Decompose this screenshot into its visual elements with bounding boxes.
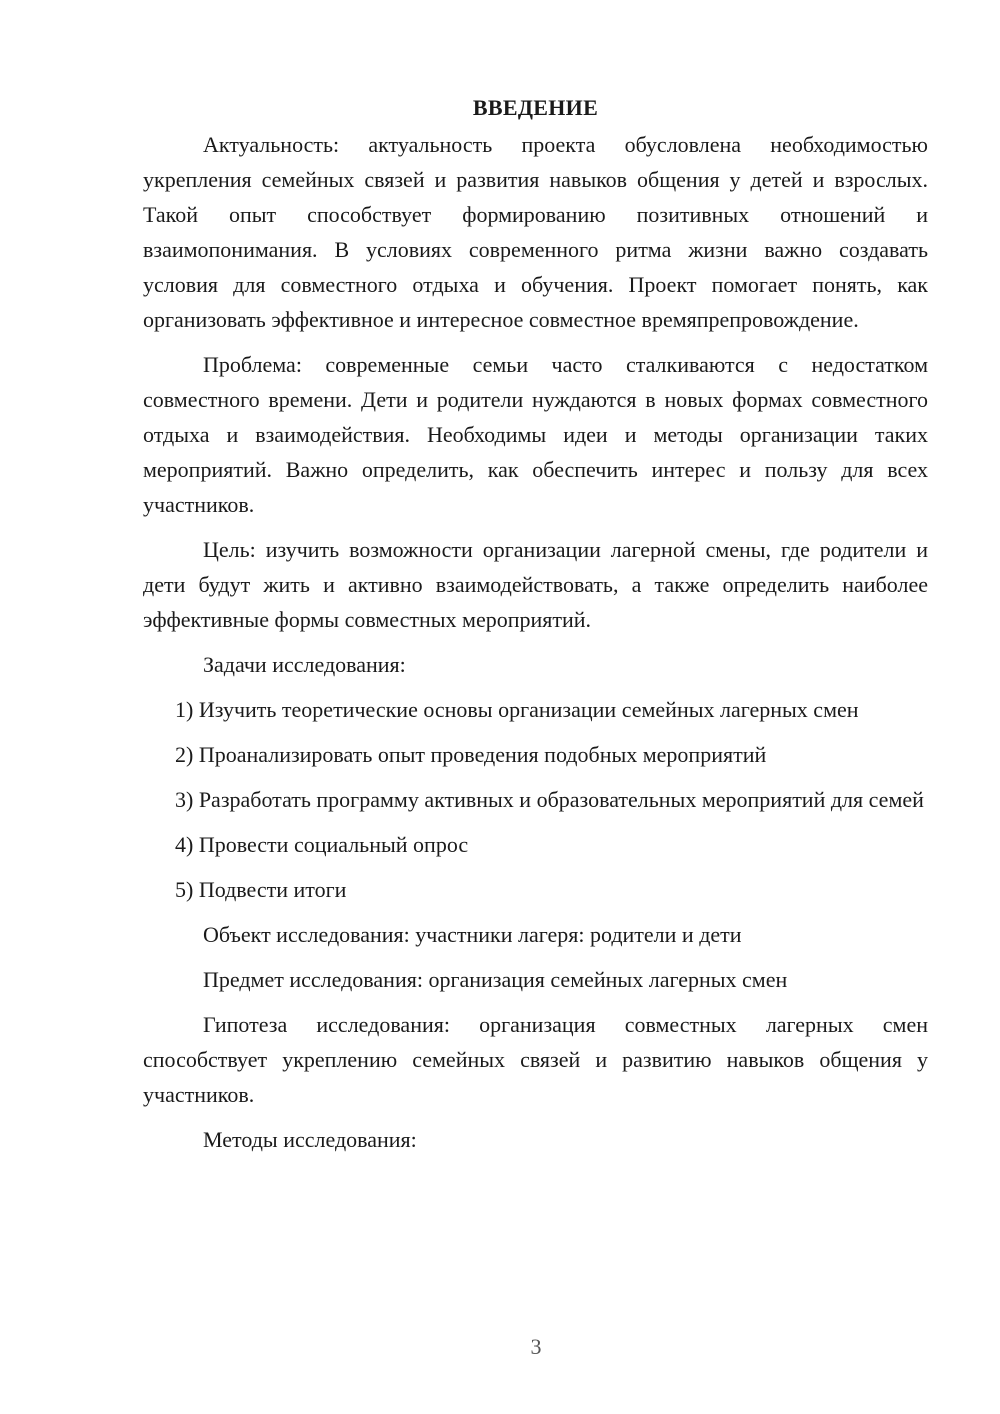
paragraph-object: Объект исследования: участники лагеря: родители и дети [203, 922, 742, 947]
page-number: 3 [530, 1334, 542, 1359]
document-page [143, 90, 928, 1167]
section-heading: ВВЕДЕНИЕ [472, 95, 599, 120]
tasks-title: Задачи исследования: [203, 652, 406, 677]
task-item-3: 3) Разработать программу активных и образовательных мероприятий для семей [175, 787, 924, 812]
methods-title: Методы исследования: [203, 1127, 417, 1152]
paragraph-problem: Проблема: современные семьи часто сталкиваются с недостатком совместного времени. Дети и родители нуждаются в новых формах совместного отдыха и взаимодействия. Необходимы идеи и методы организации таких мероприятий. Важно определить, как обеспечить интерес и пользу для всех участников. [143, 352, 928, 517]
task-item-4: 4) Провести социальный опрос [175, 832, 469, 857]
paragraph-relevance: Актуальность: актуальность проекта обусловлена необходимостью укрепления семейных связей и развития навыков общения у детей и взрослых. Такой опыт способствует формированию позитивных отношений и взаимопонимания. В условиях современного ритма жизни важно создавать условия для совместного отдыха и обучения. Проект помогает понять, как организовать эффективное и интересное совместное времяпрепровождение. [143, 132, 928, 332]
paragraph-goal: Цель: изучить возможности организации лагерной смены, где родители и дети будут жить и активно взаимодействовать, а также определить наиболее эффективные формы совместных мероприятий. [143, 537, 928, 632]
paragraph-subject: Предмет исследования: организация семейных лагерных смен [203, 967, 788, 992]
paragraph-hypothesis: Гипотеза исследования: организация совместных лагерных смен способствует укреплению семейных связей и развитию навыков общения у участников. [143, 1012, 928, 1107]
task-item-1: 1) Изучить теоретические основы организации семейных лагерных смен [175, 697, 859, 722]
task-item-2: 2) Проанализировать опыт проведения подобных мероприятий [175, 742, 767, 767]
task-item-5: 5) Подвести итоги [175, 877, 347, 902]
